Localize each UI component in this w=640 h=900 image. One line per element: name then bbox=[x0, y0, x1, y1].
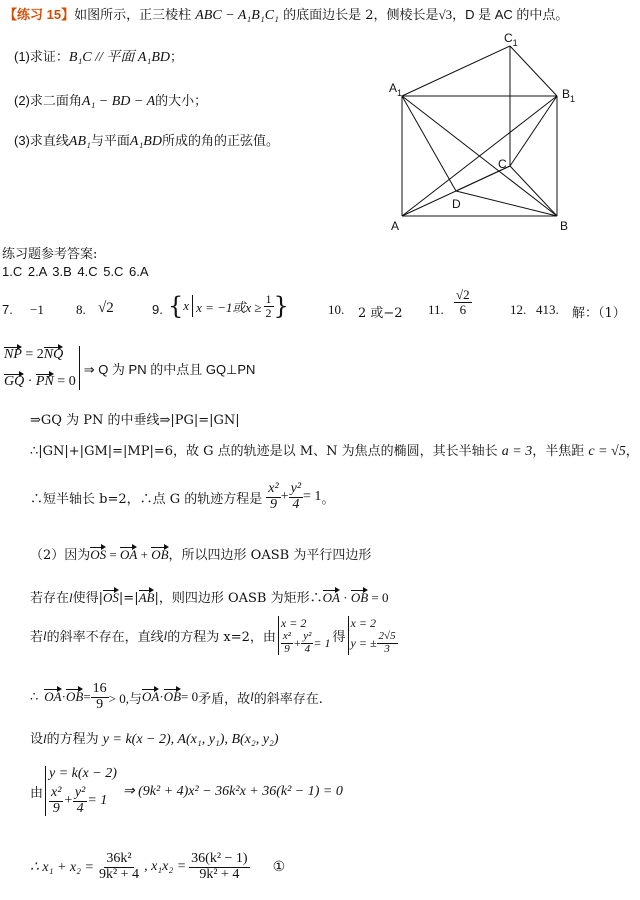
sol-y: y = ± bbox=[350, 635, 377, 650]
vertex-D: D bbox=[452, 197, 461, 211]
answer-10: 2 或−2 bbox=[358, 306, 403, 321]
vec-np: NP bbox=[4, 347, 22, 362]
dot: · bbox=[24, 374, 36, 389]
line-8 bbox=[30, 682, 323, 712]
frac-4: 4 bbox=[292, 496, 300, 512]
q3-ab: AB₁ bbox=[68, 134, 91, 149]
frac-y2: y² bbox=[74, 785, 86, 800]
vertex-B: B bbox=[560, 219, 569, 233]
q2-prefix: (2)求二面角 bbox=[14, 93, 82, 108]
line-3 bbox=[30, 440, 639, 460]
answers-heading: 练习题参考答案: bbox=[2, 247, 98, 262]
line-l: l bbox=[43, 627, 47, 643]
answer-12: 413. bbox=[536, 302, 559, 317]
vec-gq: GQ bbox=[4, 374, 25, 389]
vec-ob: OB bbox=[163, 689, 182, 705]
q1-expr: B₁C // 平面 A₁BD bbox=[68, 50, 171, 65]
vec-oa: OA bbox=[142, 689, 160, 705]
eq: = bbox=[106, 547, 121, 562]
eq-0: = 0 bbox=[53, 374, 76, 389]
you: 由 bbox=[30, 785, 44, 801]
vertex-C: C bbox=[498, 157, 507, 171]
plus: + bbox=[137, 547, 152, 562]
num-9: 9. bbox=[152, 302, 163, 317]
statement-text: 的底面边长是 2，侧棱长是 bbox=[283, 8, 439, 23]
frac-x2: x² bbox=[282, 630, 292, 642]
a9-num: 1 bbox=[265, 291, 272, 306]
frac-9: 9 bbox=[52, 800, 60, 816]
prism-name: ABC − A₁B₁C₁ bbox=[195, 8, 279, 23]
line-5 bbox=[30, 544, 371, 563]
vertex-A: A bbox=[391, 219, 400, 233]
answer-11 bbox=[454, 288, 472, 316]
vec-ab: AB bbox=[138, 590, 155, 605]
line-5-text: （2）因为 bbox=[30, 548, 91, 563]
eq-1: = 1 bbox=[87, 793, 108, 809]
answer-7: −1 bbox=[30, 302, 44, 317]
prod-num: 36(k² − 1) bbox=[191, 851, 248, 866]
vertex-A1: $A_1$ bbox=[389, 81, 403, 98]
vec-os: OS bbox=[103, 590, 119, 605]
line-5-end: ，所以四边形 OASB 为平行四边形 bbox=[168, 548, 372, 563]
l6-a: 若存在 bbox=[30, 591, 70, 606]
num-10: 10. bbox=[328, 302, 345, 317]
l7-b: 的斜率不存在，直线 bbox=[46, 630, 164, 646]
line-2: ⇒GQ 为 PN 的中垂线⇒|PG|=|GN| bbox=[30, 413, 240, 428]
problem-tag: 【练习 15】 bbox=[4, 7, 75, 22]
vec-ob: OB bbox=[350, 590, 369, 605]
line-equation: y = k(x − 2), A(x₁, y₁), B(x₂, y₂) bbox=[102, 732, 279, 747]
statement-text: 如图所示，正三棱柱 bbox=[74, 8, 192, 23]
l9-b: 的方程为 bbox=[46, 732, 99, 747]
l6-b: 使得| bbox=[72, 591, 104, 606]
line-4 bbox=[30, 482, 334, 512]
question-2 bbox=[14, 90, 207, 110]
question-1 bbox=[14, 46, 183, 66]
sol-y-den: 3 bbox=[384, 642, 390, 655]
vertex-C1: $C_1$ bbox=[504, 31, 518, 48]
vertex-B1: $B_1$ bbox=[562, 87, 576, 104]
l9-a: 设 bbox=[30, 732, 44, 747]
frac-x2: x² bbox=[268, 481, 279, 496]
answer-9: { x x = −1或x ≥ $\frac{1}{2}$ } bbox=[168, 291, 289, 320]
vector-system bbox=[4, 346, 255, 390]
line-3-end: ， bbox=[625, 444, 639, 459]
q3-plane: A₁BD bbox=[129, 134, 162, 149]
eq-0: = 0 bbox=[181, 689, 199, 705]
vec-ob: OB bbox=[65, 689, 84, 705]
plus: + bbox=[293, 635, 302, 650]
q2-end: 的大小； bbox=[155, 94, 208, 109]
line-3-text: ∴|GN|+|GM|=|MP|=6，故 G 点的轨迹是以 M、N 为焦点的椭圆，其长半轴长 bbox=[30, 444, 498, 459]
sum-den: 9k² + 4 bbox=[98, 866, 140, 882]
line-4-end: 。 bbox=[321, 491, 335, 507]
q3-end: 所成的角的正弦值。 bbox=[161, 134, 279, 149]
q3-prefix: (3)求直线 bbox=[14, 133, 69, 148]
line-l: l bbox=[250, 689, 254, 705]
prod-roots: , x₁x₂ = bbox=[144, 859, 187, 875]
sqrt3: √3 bbox=[438, 7, 453, 22]
a11-den: 6 bbox=[459, 301, 467, 317]
sum-roots: ∴ x₁ + x₂ = bbox=[30, 859, 94, 875]
line-1-text: ⇒ Q 为 PN 的中点且 GQ⊥PN bbox=[83, 361, 256, 377]
l7-c: 的方程为 x=2，由 bbox=[167, 630, 276, 646]
dot: · bbox=[61, 689, 66, 705]
q2-expr: A₁ − BD − A bbox=[81, 94, 156, 109]
num-7: 7. bbox=[2, 302, 13, 317]
line-l: l bbox=[43, 731, 47, 746]
semi-focal: c = √5 bbox=[588, 444, 626, 459]
frac-9: 9 bbox=[284, 642, 290, 655]
a9-var: x bbox=[183, 298, 190, 313]
vec-oa: OA bbox=[44, 689, 62, 705]
choice-answers: 1.C 2.A 3.B 4.C 5.C 6.A bbox=[2, 264, 149, 279]
frac-9: 9 bbox=[96, 696, 104, 712]
sys-x2: x = 2 bbox=[280, 616, 307, 630]
eq: = bbox=[83, 689, 91, 705]
line-11 bbox=[30, 852, 285, 882]
vec-pn: PN bbox=[35, 374, 54, 389]
a11-num: √2 bbox=[456, 287, 470, 302]
frac-x2: x² bbox=[51, 785, 62, 800]
circled-one: ① bbox=[272, 859, 286, 876]
l7-a: 若 bbox=[30, 630, 44, 646]
plus: + bbox=[280, 489, 289, 505]
line-l: l bbox=[69, 590, 73, 605]
vec-nq: NQ bbox=[43, 347, 64, 362]
line-10 bbox=[30, 766, 343, 816]
frac-16: 16 bbox=[92, 681, 107, 696]
plus: + bbox=[63, 793, 73, 809]
solve-label: 解：（1） bbox=[572, 306, 626, 321]
line-7 bbox=[30, 616, 398, 655]
answer-8: √2 bbox=[98, 300, 114, 316]
frac-4: 4 bbox=[304, 642, 311, 655]
line-l: l bbox=[163, 627, 168, 643]
eq-1: = 1 bbox=[303, 489, 322, 505]
prism-figure bbox=[380, 20, 580, 240]
num-8: 8. bbox=[76, 302, 86, 317]
q1-prefix: (1)求证： bbox=[14, 49, 69, 64]
frac-y2: y² bbox=[290, 481, 302, 496]
line-9 bbox=[30, 728, 278, 748]
vec-ob: OB bbox=[151, 547, 169, 562]
frac-y2: y² bbox=[303, 630, 312, 642]
frac-9: 9 bbox=[269, 496, 277, 512]
q3-mid: 与平面 bbox=[90, 134, 130, 149]
dot: · bbox=[339, 590, 351, 605]
l8-tail: 的斜率存在. bbox=[253, 691, 323, 707]
sol-x: x = 2 bbox=[350, 616, 376, 630]
eq-1: = 1 bbox=[313, 635, 331, 650]
sys-line: y = k(x − 2) bbox=[49, 766, 117, 781]
statement-text: ，D 是 AC 的中点。 bbox=[452, 7, 569, 22]
num-12: 12. bbox=[510, 302, 527, 317]
line-6 bbox=[30, 587, 389, 606]
l6-c: |=| bbox=[118, 591, 139, 606]
semi-major: a = 3 bbox=[501, 444, 533, 459]
dot: · bbox=[159, 689, 164, 705]
num-11: 11. bbox=[428, 302, 444, 317]
q1-end: ； bbox=[170, 50, 184, 65]
frac-4: 4 bbox=[76, 800, 84, 816]
quadratic: ⇒ (9k² + 4)x² − 36k²x + 36(k² − 1) = 0 bbox=[122, 783, 343, 799]
de: 得 bbox=[332, 630, 346, 646]
vec-oa: OA bbox=[322, 590, 340, 605]
sum-num: 36k² bbox=[106, 851, 132, 866]
eq-2: = 2 bbox=[21, 347, 44, 362]
l8-end: 矛盾，故 bbox=[198, 691, 251, 707]
prod-den: 9k² + 4 bbox=[199, 866, 240, 882]
a9-cond: x = −1或x ≥ bbox=[196, 299, 262, 315]
question-3 bbox=[14, 130, 279, 150]
line-4-text: ∴短半轴长 b=2，∴点 G 的轨迹方程是 bbox=[30, 491, 263, 507]
a9-den: 2 bbox=[265, 305, 272, 320]
eq-0: = 0 bbox=[368, 590, 389, 605]
therefore: ∴ bbox=[30, 689, 39, 705]
sol-y-num: 2√5 bbox=[378, 630, 396, 642]
gt-zero: > 0,与 bbox=[108, 690, 142, 706]
l6-d: |，则四边形 OASB 为矩形∴ bbox=[154, 591, 323, 606]
vec-os: OS bbox=[90, 547, 107, 562]
vec-oa: OA bbox=[120, 547, 138, 562]
line-3-mid: ，半焦距 bbox=[532, 444, 585, 459]
